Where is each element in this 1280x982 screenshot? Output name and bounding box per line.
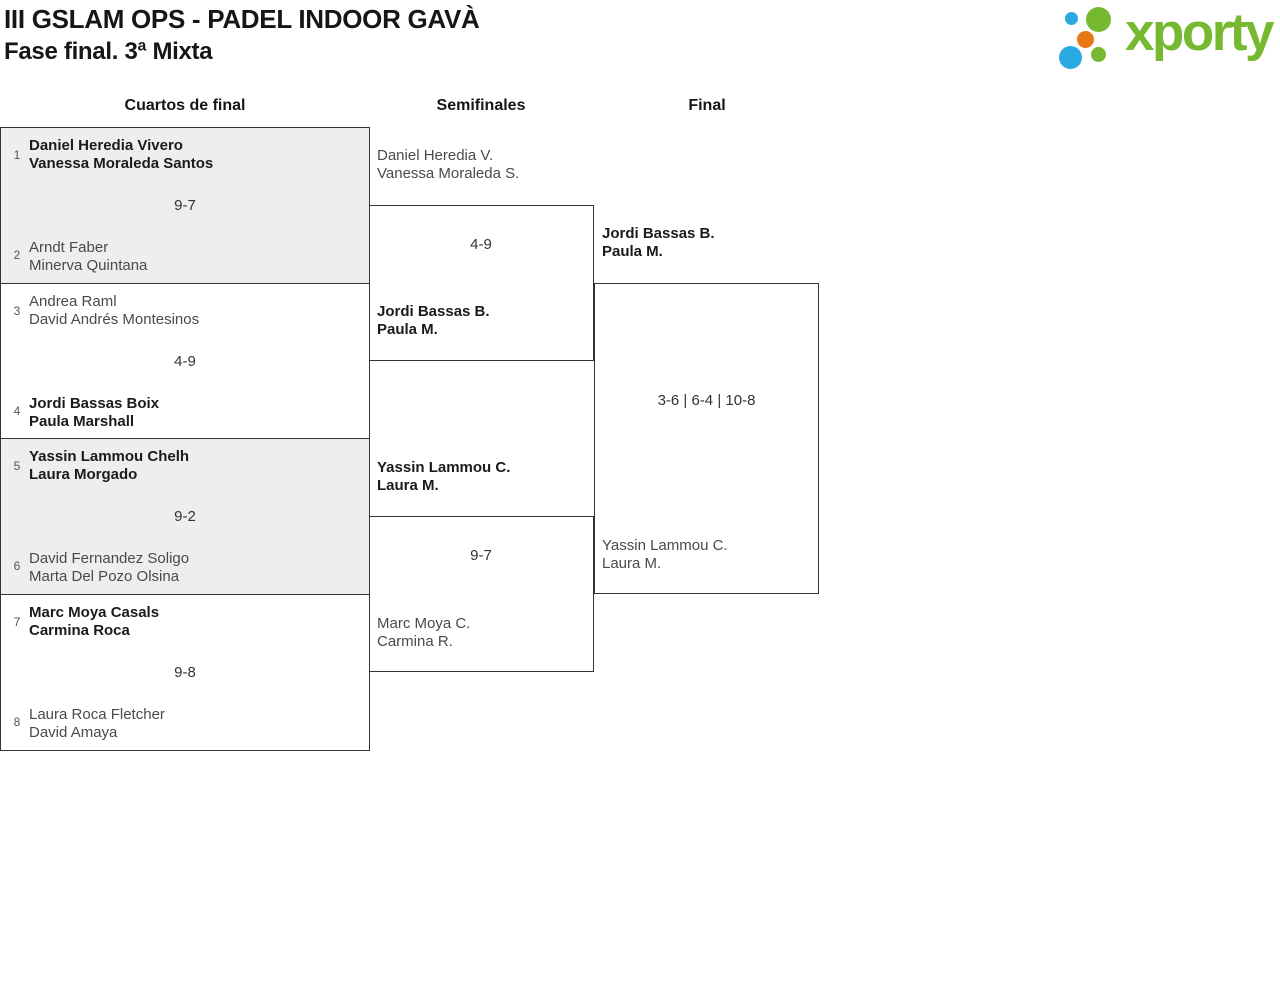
player-name: Jordi Bassas B. [602,225,715,242]
team-pair [602,225,715,261]
seed-number: 3 [13,303,21,318]
match-score: 4-9 [174,352,196,370]
team-pair [29,706,165,742]
player-name: Jordi Bassas Boix [29,394,160,412]
xporty-logo[interactable] [1055,3,1272,70]
player-name: Marta Del Pozo Olsina [29,568,180,585]
player-name: Vanessa Moraleda S. [377,165,520,182]
player-name: Yassin Lammou C. [377,459,511,476]
logo-dot-green-large [1086,7,1111,32]
match-score: 9-2 [174,508,196,525]
team-pair [29,604,159,640]
logo-dot-green-small [1091,47,1106,62]
seed-number: 2 [13,248,21,262]
player-name: Andrea Raml [29,292,117,310]
player-name: Daniel Heredia V. [377,147,494,164]
xporty-dots-icon [1055,6,1115,70]
round-header-semifinals: Semifinales [436,97,526,114]
match-score: 3-6 | 6-4 | 10-8 [657,392,756,409]
qf-match-4 [0,594,370,751]
xporty-wordmark: xporty [1125,3,1272,62]
page-header [4,3,479,68]
seed-number: 8 [13,714,21,729]
player-name: Paula M. [602,243,663,260]
team-pair [29,239,147,275]
seed-number: 7 [13,614,21,629]
team-pair [377,303,490,339]
seed-number: 6 [13,559,21,573]
player-name: Yassin Lammou Chelh [29,448,190,465]
match-score: 9-7 [174,197,196,214]
player-name: Laura Roca Fletcher [29,705,165,723]
team-pair [29,293,199,329]
player-name: Laura M. [377,477,439,494]
tournament-title: III GSLAM OPS - PADEL INDOOR GAVÀ [4,4,480,34]
seed-number: 4 [13,403,21,418]
phase-subtitle: Fase final. 3ª Mixta [4,38,213,65]
player-name: David Andrés Montesinos [29,310,200,328]
round-header-quarterfinals: Cuartos de final [124,97,246,114]
player-name: Minerva Quintana [29,257,148,274]
team-pair [29,448,189,484]
team-pair [29,137,213,173]
player-name: David Amaya [29,723,118,741]
match-score: 9-8 [174,663,196,681]
seed-number: 5 [13,459,21,473]
player-name: Paula M. [377,321,438,338]
team-pair [602,537,728,573]
qf-match-2 [0,283,370,440]
player-name: Daniel Heredia Vivero [29,137,183,154]
team-pair [377,615,470,651]
player-name: Vanessa Moraleda Santos [29,155,214,172]
player-name: David Fernandez Soligo [29,550,190,567]
match-score: 4-9 [470,236,492,253]
player-name: Laura M. [602,555,662,572]
logo-dot-orange [1077,31,1094,48]
seed-number: 1 [13,148,21,162]
player-name: Marc Moya Casals [29,603,160,621]
logo-dot-blue-large [1059,46,1082,69]
team-pair [377,459,510,495]
logo-dot-blue-small [1065,12,1078,25]
player-name: Arndt Faber [29,239,109,256]
qf-match-3 [0,438,370,595]
round-header-final: Final [688,97,726,114]
team-pair [377,147,519,183]
team-pair [29,550,189,586]
match-score: 9-7 [470,547,492,564]
player-name: Marc Moya C. [377,615,471,632]
player-name: Carmina R. [377,633,453,650]
player-name: Paula Marshall [29,412,135,430]
quarterfinals-column [0,127,370,751]
player-name: Carmina Roca [29,621,130,639]
qf-match-1 [0,127,370,284]
player-name: Laura Morgado [29,466,138,483]
team-pair [29,395,159,431]
player-name: Jordi Bassas B. [377,303,490,320]
player-name: Yassin Lammou C. [602,537,728,554]
